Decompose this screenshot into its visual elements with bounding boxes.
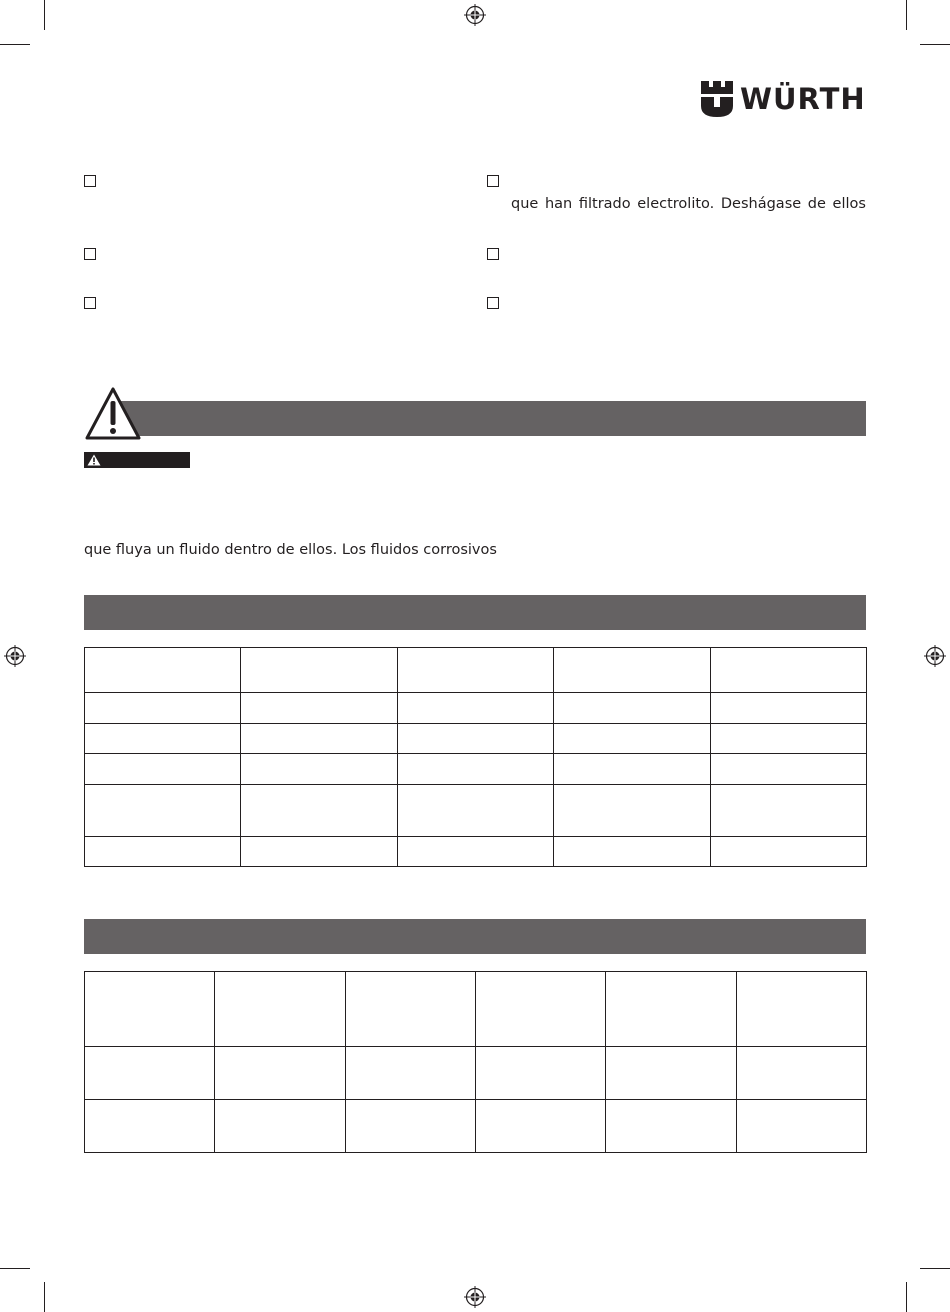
checkbox-right-3[interactable] [487, 297, 499, 309]
table-cell [737, 1047, 867, 1100]
table-row [85, 972, 867, 1047]
crop-mark [920, 1268, 950, 1269]
table2-header-bar [84, 919, 866, 954]
table-row [85, 754, 867, 785]
table-cell [711, 648, 867, 693]
registration-mark-icon [4, 645, 26, 667]
table-cell [398, 754, 554, 785]
crop-mark [906, 1282, 907, 1312]
table-cell [215, 1047, 346, 1100]
table-cell [241, 724, 398, 754]
table-cell [554, 648, 711, 693]
table-cell [85, 754, 241, 785]
table-cell [711, 837, 867, 867]
table-cell [737, 1100, 867, 1153]
table-cell [476, 972, 606, 1047]
table-row [85, 693, 867, 724]
table1-header-bar [84, 595, 866, 630]
table-cell [606, 1047, 737, 1100]
table-cell [398, 724, 554, 754]
table-cell [476, 1100, 606, 1153]
table-cell [85, 1100, 215, 1153]
table-row [85, 648, 867, 693]
word: de [807, 196, 826, 212]
specs-table-1 [84, 647, 867, 867]
warning-small-icon [87, 454, 101, 466]
checkbox-left-1[interactable] [84, 175, 96, 187]
word: ellos [832, 196, 866, 212]
table-cell [606, 1100, 737, 1153]
table-cell [241, 754, 398, 785]
table-cell [554, 693, 711, 724]
table-cell [711, 785, 867, 837]
table-cell [554, 837, 711, 867]
table-cell [398, 785, 554, 837]
table-cell [85, 1047, 215, 1100]
table-cell [85, 724, 241, 754]
table-cell [711, 693, 867, 724]
table-cell [606, 972, 737, 1047]
table-cell [85, 785, 241, 837]
warning-section-bar [112, 401, 866, 436]
specs-table-2 [84, 971, 867, 1153]
table-cell [346, 972, 476, 1047]
warning-triangle-icon [84, 386, 142, 442]
brand-logo [700, 80, 868, 118]
table-cell [241, 785, 398, 837]
table-cell [737, 972, 867, 1047]
crop-mark [920, 44, 950, 45]
table-cell [554, 754, 711, 785]
crop-mark [44, 0, 45, 30]
table-cell [554, 785, 711, 837]
word: Deshágase [720, 196, 802, 212]
registration-mark-icon [464, 1286, 486, 1308]
word: que [511, 196, 539, 212]
warning-body-text: que fluya un fluido dentro de ellos. Los fluidos corrosivos [84, 542, 497, 558]
table-row [85, 724, 867, 754]
word: electrolito. [637, 196, 715, 212]
table-row [85, 1047, 867, 1100]
checkbox-left-2[interactable] [84, 248, 96, 260]
warning-label [84, 452, 190, 468]
table-row [85, 785, 867, 837]
table-cell [398, 693, 554, 724]
brand-name: WÜRTH [740, 82, 866, 116]
table-cell [241, 648, 398, 693]
table-cell [85, 648, 241, 693]
crop-mark [0, 1268, 30, 1269]
table-cell [85, 693, 241, 724]
word: han [544, 196, 573, 212]
registration-mark-icon [924, 645, 946, 667]
table-cell [398, 648, 554, 693]
right-item-1-text-line [511, 195, 866, 213]
table-row [85, 1100, 867, 1153]
table-row [85, 837, 867, 867]
crop-mark [44, 1282, 45, 1312]
checkbox-right-1[interactable] [487, 175, 499, 187]
table-cell [215, 1100, 346, 1153]
table-cell [554, 724, 711, 754]
checkbox-left-3[interactable] [84, 297, 96, 309]
table-cell [85, 837, 241, 867]
crop-mark [0, 44, 30, 45]
table-cell [711, 724, 867, 754]
table-cell [241, 693, 398, 724]
table-cell [711, 754, 867, 785]
table-cell [476, 1047, 606, 1100]
registration-mark-icon [464, 4, 486, 26]
table-cell [346, 1100, 476, 1153]
word: filtrado [578, 196, 631, 212]
table-cell [398, 837, 554, 867]
table-cell [346, 1047, 476, 1100]
wurth-emblem-icon [700, 80, 734, 118]
table-cell [85, 972, 215, 1047]
table-cell [215, 972, 346, 1047]
checkbox-right-2[interactable] [487, 248, 499, 260]
crop-mark [906, 0, 907, 30]
table-cell [241, 837, 398, 867]
